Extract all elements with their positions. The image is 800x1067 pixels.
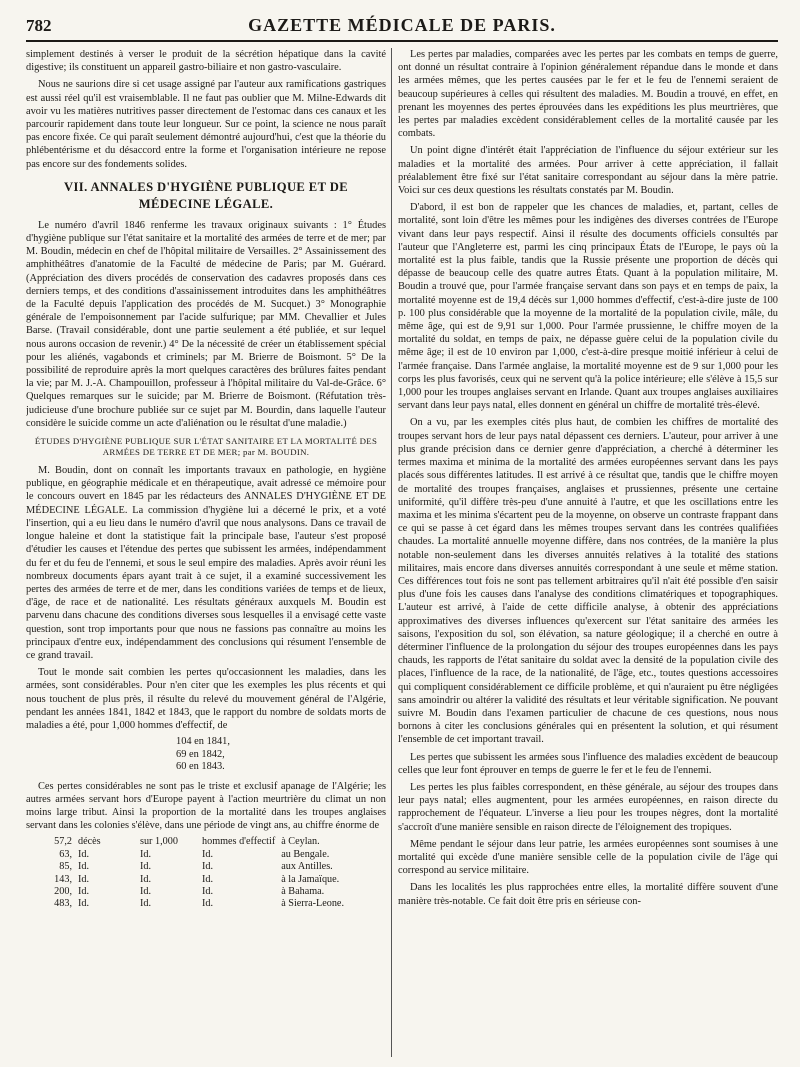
table-cell: Id. [140,861,152,873]
table-cell: Id. [202,873,214,885]
journal-title: GAZETTE MÉDICALE DE PARIS. [248,15,556,35]
table-cell: 483, [54,898,72,910]
table-cell: à Sierra-Leone. [281,898,345,910]
left-column [26,48,386,1061]
table-cell: Id. [202,861,214,873]
paragraph: Les pertes que subissent les armées sous l'influence des maladies excèdent de beaucoup celles que leur font éprouver en temps de guerre le fer et le feu de l'ennemi. [398,751,778,776]
table-cell: 85, [59,861,72,873]
table-cell: sur 1,000 [140,836,178,848]
table-cell: Id. [78,886,90,898]
paragraph: simplement destinés à verser le produit de la sécrétion hépatique dans la cavité digestive; ils constituent un appareil gastro-biliaire et non gastro-vasculaire. [26,49,386,74]
article-subtitle: ÉTUDES D'HYGIÈNE PUBLIQUE SUR L'ÉTAT SANITAIRE ET LA MORTALITÉ DES ARMÉES DE TERRE ET DE MER; par M. BOUDIN. [34,436,378,458]
table-row [44,874,350,886]
table-row [44,861,350,873]
table-row [44,898,350,910]
page-header [26,12,778,42]
table-cell: décès [78,836,101,848]
paragraph: Même pendant le séjour dans leur patrie, les armées européennes sont soumises à une mortalité qui excède d'une manière sensible celle de la population civile de l'âge qui correspond au service militaire. [398,838,778,877]
table-cell: Id. [202,848,214,860]
paragraph: D'abord, il est bon de rappeler que les chances de maladies, et, partant, celles de mortalité, sont loin d'être les mêmes pour les indigènes des diverses contrées de l'Europe vivant dans leur pays respectif. Ainsi il résulte des documents officiels consultés par l'auteur que l'Angleterre est, parmi les cinq principaux États de l'Europe, le pays où la mortalité est la plus faible, tandis que la Russie présente une proportion de décès qui dépasse de beaucoup celle des quatre autres États. Quant à la population militaire, M. Boudin a trouvé que, pour l'armée française servant dans son pays et en temps de paix, la mortalité moyenne est de 19,4 décès sur 1,000 hommes d'effectif, c'est-à-dire juste de 100 p. 100 plus considérable que la moyenne de la mortalité de la population civile, mâle, du même âge, qui est de 9,91 sur 1,000. Pour l'armée prussienne, le chiffre moyen de la mortalité du soldat, en temps de paix, ne dépasse guère celui de la population civile du même âge; il est de 10 environ par 1,000, c'est-à-dire presque moitié inférieur à celui de l'armée française. Dans l'armée anglaise, la mortalité moyenne est de 9 sur 1,000 pour les corps les plus favorisés, ceux qui ne servent qu'à la police intérieure; elle s'élève à 15,5 sur 1,000 pour les troupes anglaises servant en Irlande. Quant aux troupes anglaises auxiliaires servant dans leur pays natal, elles donnent en général un chiffre de mortalité très-élevé. [398,202,778,412]
right-column [398,48,778,1061]
table-cell: Id. [202,886,214,898]
paragraph: Les pertes par maladies, comparées avec les pertes par les combats en temps de guerre, ont donné un résultat contraire à l'opinion généralement répandue dans le monde et dans les armées mêmes, que les pertes causées par le fer et le feu de l'ennemi seraient de beaucoup supérieures à celles qui résultent des maladies. M. Boudin a trouvé, en effet, en prenant les moyennes des pertes éprouvées dans les expéditions les plus meurtrières, que les pertes par maladies excèdent considérablement celles de la mortalité causée par les combats. [398,49,778,140]
table-row [44,886,350,898]
table-cell: au Bengale. [281,848,330,860]
section-title: VII. ANNALES D'HYGIÈNE PUBLIQUE ET DE MÉDECINE LÉGALE. [64,179,348,211]
list-item: 104 en 1841, [176,736,230,748]
table-cell: Id. [202,898,214,910]
paragraph: Le numéro d'avril 1846 renferme les travaux originaux suivants : 1° Études d'hygiène publique sur l'état sanitaire et la mortalité des armées de terre et de mer; par M. Boudin, médecin en chef de l'hôpital militaire de Versailles. 2° Assainissement des amphithéâtres d'anatomie de la Faculté de médecine de Paris; par M. Guérard. (Appréciation des divers procédés de conservation des cadavres proposés dans ces derniers temps, et des conditions d'assainissement introduites dans les amphithéâtres de la Faculté depuis l'application des procédés de M. Sucquet.) 3° Monographie générale de l'empoisonnement par l'acide sulfurique; par MM. Chevallier et Jules Barse. (Travail considérable, dont une partie seulement a été publiée, et sur lequel nous aurons occasion de revenir.) 4° De la nécessité de créer un établissement spécial pour les aliénés, vagabonds et criminels; par M. Brierre de Boismont. 5° De la possibilité de reproduire après la mort quelques caractères des brûlures faites pendant la vie; par M. J.-A. Champouillon, professeur à l'hôpital militaire du Val-de-Grâce. 6° Quelques remarques sur le suicide; par M. Brierre de Boismont. (Réfutation très-judicieuse d'une brochure publiée sur ce sujet par M. Bourdin, dans laquelle l'auteur considère le suicide comme un acte d'aliénation ou le résultat d'une maladie.) [26,219,386,429]
page-number: 782 [26,16,52,35]
paragraph: On a vu, par les exemples cités plus haut, de combien les chiffres de mortalité des troupes servant hors de leur pays natal dépassent ces derniers. L'auteur, pour arriver à une plus grande précision dans ce dernier genre d'appréciation, a cherché à déterminer les termes maxima et minima de la mortalité des armées européennes servant dans les pays placés sous différentes latitudes. Il est arrivé à ce résultat que, tandis que le chiffre moyen de mortalité des troupes françaises, anglaises et prussiennes, présente une certaine uniformité, qu'il diffère très-peu d'une annuité à l'autre, et que les oscillations entre les maxima et les minima s'écartent peu de la moyenne, on observe un contraste frappant dans ce qui se passe à cet égard dans les mêmes troupes servant dans les contrées qualifiées chaudes. La mortalité annuelle moyenne diffère, dans nos contrées, de la manière la plus notable non-seulement dans les diverses annuités relatives à la totalité des stations militaires, mais encore dans diverses annuités correspondant à une seule et même station. Ces différences tout fois ne sont pas tellement arbitraires qu'il n'ait été possible d'en saisir plus d'une fois les causes dans l'analyse des conditions climatériques et topographiques. L'auteur est arrivé, à l'aide de cette difficile analyse, à obtenir des appréciations approximatives des diverses influences qu'exercent sur l'état sanitaire des armées les saisons, l'exposition du sol, son élévation, sa nature géologique; il a cherché en outre à déterminer l'influence de la prolongation du séjour des troupes européennes dans les pays chauds, les rapports de l'état sanitaire du soldat avec la densité de la population civile des places, l'influence de la race, de la nationalité, de l'âge, etc., toutes questions accessoires qui compliquent considérablement ce difficile problème, et qui n'auraient pu être négligées sans amoindrir ou altérer la validité des résultats et leur véritable signification. Ne pouvant suivre M. Boudin dans l'examen particulier de chacune de ces questions, nous nous bornons à citer les conclusions générales qui en présentent la solution, et qui résument l'ensemble de cet important travail. [398,417,778,746]
table-cell: Id. [140,886,152,898]
table-cell: aux Antilles. [281,861,333,873]
column-divider [391,48,392,1057]
paragraph: Tout le monde sait combien les pertes qu'occasionnent les maladies, dans les armées, sont considérables. Pour n'en citer que les exemples les plus récents et qui nous touchent de plus près, il résulte du relevé du mouvement général de l'Algérie, pendant les années 1841, 1842 et 1843, que le rapport du nombre de soldats morts de maladies a été, pour 1,000 hommes d'effectif, de [26,667,386,731]
paragraph: Dans les localités les plus rapprochées entre elles, la mortalité diffère souvent d'une manière très-notable. Ce fait doit être pris en sérieuse con- [398,882,778,907]
table-cell: à Ceylan. [281,836,320,848]
yearly-mortality-list [176,736,386,774]
list-item: 69 en 1842, [176,748,225,760]
table-cell: Id. [140,873,152,885]
list-item: 60 en 1843. [176,761,225,773]
colonial-mortality-table [44,836,350,910]
table-cell: hommes d'effectif [202,836,276,848]
table-cell: 63, [59,848,72,860]
table-cell: 143, [54,873,72,885]
table-cell: à Bahama. [281,886,325,898]
table-cell: Id. [78,898,90,910]
paragraph: Un point digne d'intérêt était l'appréciation de l'influence du séjour extérieur sur les maladies et la mortalité des armées. Pour arriver à cette appréciation, il fallait préalablement être fixé sur l'état sanitaire correspondant au séjour dans la mère patrie. Voici sur ces deux questions les résultats constatés par M. Boudin. [398,145,778,197]
paragraph: Les pertes les plus faibles correspondent, en thèse générale, au séjour des troupes dans leur pays natal; elles augmentent, pour les armées européennes, en raison directe du rapprochement de l'équateur. L'inverse a lieu pour les troupes nègres, dont la mortalité s'accroît d'une manière sensible en raison directe de l'éloignement des tropiques. [398,781,778,833]
table-row [44,836,350,848]
table-cell: 57,2 [54,836,72,848]
paragraph: Nous ne saurions dire si cet usage assigné par l'auteur aux ramifications gastriques est aussi réel qu'il est vraisemblable. Il ne faut pas oublier que M. Milne-Edwards dit avoir vu les matières nutritives passer directement de l'estomac dans ces canaux et les parcourir rapidement dans toute leur longueur. Sur ce point, la science ne nous paraît pas encore fixée. Ce qui paraît seulement démontré aujourd'hui, c'est que la théorie du phlébentérisme et du désaccord entre la forme et l'organisation intérieure ne repose pas encore sur des fondements solides. [26,79,386,170]
table-cell: Id. [140,848,152,860]
table-cell: à la Jamaïque. [281,873,340,885]
paragraph: M. Boudin, dont on connaît les importants travaux en pathologie, en hygiène publique, en géographie médicale et en thérapeutique, avait adressé ce mémoire pour le concours ouvert en 1845 par les rédacteurs des ANNALES D'HYGIÈNE ET DE MÉDECINE LÉGALE. La commission d'hygiène lui a décerné le prix, et a voté l'insertion, qui a eu lieu dans le numéro d'avril que nous analysons. Dans ce travail de longue haleine et dont la statistique fait la principale base, l'auteur s'est proposé d'étudier les causes et l'étendue des pertes que subissent les armées, indépendamment du fer et du feu de l'ennemi, et sous le seul empire des maladies. Après avoir réuni les nombreux documents épars ayant trait à ce sujet, il a examiné successivement les pertes des armées de terre et de mer, dans les conditions variées de temps et de lieux, d'âge, de race et de nationalité. Les résultats généraux auxquels M. Boudin est parvenu dans chacune des conditions diverses sous lesquelles il a envisagé cette vaste question, sont trop importants pour que nous ne fassions pas connaître au moins les principaux d'entre eux, indépendamment des conclusions qui résument l'ensemble de ce grand travail. [26,465,386,661]
table-cell: 200, [54,886,72,898]
table-cell: Id. [78,848,90,860]
paragraph: Ces pertes considérables ne sont pas le triste et exclusif apanage de l'Algérie; les autres armées servant hors d'Europe payent à l'action meurtrière du climat un non moins large tribut. Ainsi la proportion de la mortalité dans les troupes anglaises servant dans les colonies s'élève, dans une période de vingt ans, au chiffre énorme de [26,780,386,832]
table-cell: Id. [78,861,90,873]
table-row [44,849,350,861]
table-cell: Id. [140,898,152,910]
table-cell: Id. [78,873,90,885]
